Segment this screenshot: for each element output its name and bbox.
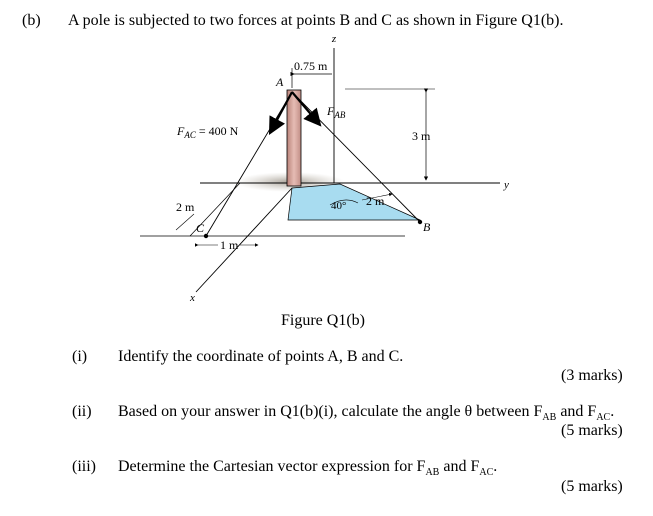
label-x: x [190,292,195,304]
dim-2m-left-line [176,214,194,230]
point-b-dot [418,220,422,224]
label-dim-1m: 1 m [220,238,239,252]
question-3-text-end: . [493,458,498,475]
label-b: B [423,220,431,234]
label-c: C [196,221,205,235]
pole [287,90,301,186]
point-c-dot [204,234,208,238]
label-dim-2m-left: 2 m [176,200,195,214]
label-dim-3m: 3 m [412,129,431,143]
question-2-text-end: . [610,403,615,420]
question-1-num: (i) [72,348,88,365]
part-intro: A pole is subjected to two forces at points B and C as shown in Figure Q1(b). [68,12,564,29]
label-z: z [331,33,337,45]
question-2-text-before: Based on your answer in Q1(b)(i), calculate the angle θ between F [118,403,543,420]
question-3-sub1: AB [425,467,440,479]
question-1-text: Identify the coordinate of points A, B and C. [118,348,404,365]
question-2-text-mid: and F [556,403,597,420]
question-3-text-mid: and F [439,458,480,475]
label-f-ac-value: = 400 N [198,124,239,138]
question-3-text-before: Determine the Cartesian vector expression for F [118,458,426,475]
question-2-sub2: AC [596,412,611,424]
x-axis-line [196,188,292,292]
label-angle: 40° [331,200,347,212]
question-3-marks: (5 marks) [561,478,623,495]
label-y: y [504,179,509,191]
question-2-marks: (5 marks) [561,422,623,439]
label-f-ac-main: F [177,124,185,138]
label-dim-2m-right: 2 m [366,194,385,208]
question-3-num: (iii) [72,458,96,475]
part-label: (b) [22,12,41,29]
question-3-text [118,458,497,478]
cable-ac [206,92,292,236]
question-2-text [118,403,614,423]
label-f-ab [326,104,346,120]
label-dim-075: 0.75 m [294,59,328,73]
question-3-sub2: AC [479,467,494,479]
figure-caption: Figure Q1(b) [281,312,365,329]
label-a: A [276,75,284,89]
label-f-ab-main: F [327,104,335,118]
label-f-ac [176,124,239,140]
question-2-sub1: AB [542,412,557,424]
question-1-marks: (3 marks) [561,367,623,384]
label-f-ab-sub: AB [334,110,346,120]
question-2-num: (ii) [72,403,92,420]
label-f-ac-sub: AC [184,130,196,140]
